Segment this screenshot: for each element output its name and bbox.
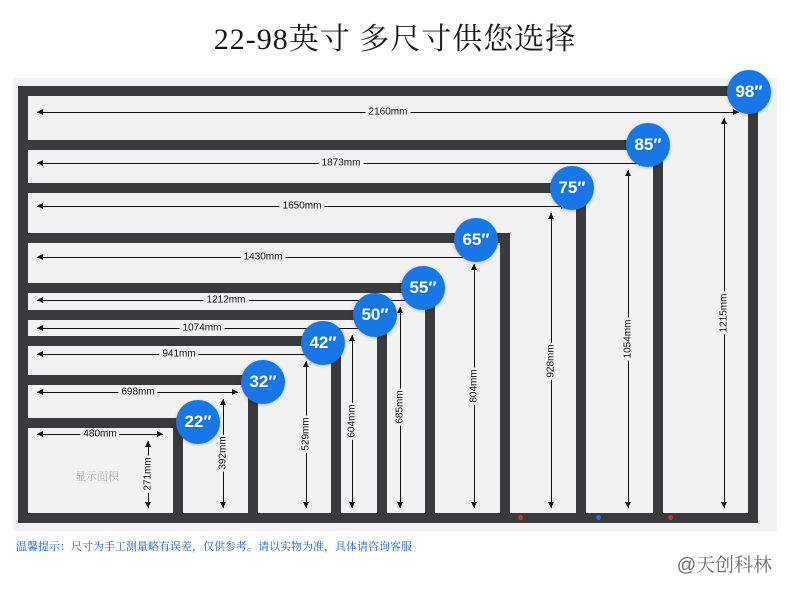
size-badge-22[interactable]: 22″ (176, 400, 220, 444)
dim-label-height-85: 1054mm (622, 319, 634, 359)
dim-label-width-32: 698mm (118, 387, 157, 398)
display-area-label: 显示面积 (75, 471, 119, 483)
size-badge-50[interactable]: 50″ (353, 293, 397, 337)
dim-label-width-42: 941mm (159, 349, 198, 360)
dim-label-width-55: 1212mm (204, 295, 249, 306)
dim-label-height-55: 685mm (394, 390, 406, 424)
led-indicator-red (518, 515, 523, 520)
dim-label-height-22: 271mm (142, 457, 154, 491)
disclaimer-note: 温馨提示：尺寸为手工测量略有误差，仅供参考。请以实物为准，具体请咨询客服 (16, 541, 412, 553)
dim-label-height-75: 928mm (545, 344, 557, 378)
page-title: 22-98英寸 多尺寸供您选择 (213, 23, 577, 56)
size-badge-42[interactable]: 42″ (301, 321, 345, 365)
dim-label-height-65: 804mm (468, 369, 480, 403)
size-badge-75[interactable]: 75″ (550, 166, 594, 210)
size-badge-98[interactable]: 98″ (727, 70, 771, 114)
dim-label-width-75: 1650mm (280, 201, 325, 212)
dim-label-height-98: 1215mm (718, 293, 730, 333)
size-badge-65[interactable]: 65″ (454, 218, 498, 262)
dim-label-height-32: 392mm (217, 436, 229, 470)
led-indicator-blue (596, 515, 601, 520)
size-badge-85[interactable]: 85″ (626, 123, 670, 167)
dim-label-width-98: 2160mm (366, 107, 411, 118)
size-badge-55[interactable]: 55″ (401, 266, 445, 310)
dim-label-width-22: 480mm (80, 429, 119, 440)
watermark: @天创科林 (676, 555, 772, 576)
diagram-stage (13, 78, 777, 531)
dim-label-height-50: 604mm (346, 404, 358, 438)
dim-label-width-50: 1074mm (180, 323, 225, 334)
dim-label-height-42: 529mm (300, 417, 312, 451)
led-indicator-red-2 (668, 515, 673, 520)
dim-label-width-85: 1873mm (319, 158, 364, 169)
dim-label-width-65: 1430mm (241, 252, 286, 263)
size-badge-32[interactable]: 32″ (241, 360, 285, 404)
